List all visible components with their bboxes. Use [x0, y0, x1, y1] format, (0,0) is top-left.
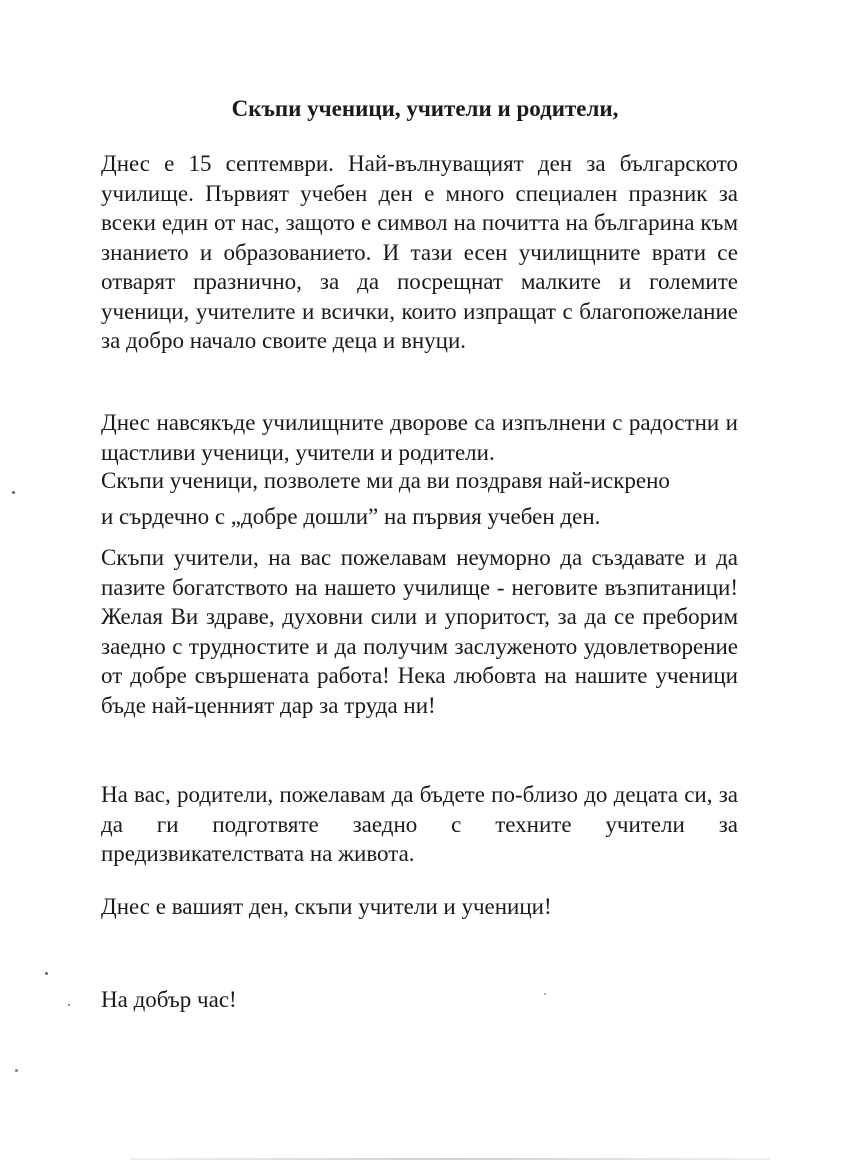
- paragraph-opening: Днес е 15 септември. Най-вълнуващият ден за българското училище. Първият учебен ден е много специален празник за всеки един от нас, защото е символ на почитта на българина към знанието и образованието. И тази есен училищните врати се отварят празнично, за да посрещнат малките и големите ученици, учителите и всички, които изпращат с благопожелание за добро начало своите деца и внуци.: [101, 151, 738, 353]
- scan-edge-line: [130, 1158, 770, 1160]
- paragraph-schoolyards: Днес навсякъде училищните дворове са изпълнени с радостни и щастливи ученици, учители и родители.: [101, 410, 738, 465]
- paragraph-students-line-1: Скъпи ученици, позволете ми да ви поздравя най-искрено: [101, 468, 670, 493]
- scan-speck: [12, 491, 15, 494]
- scan-speck: [15, 1069, 18, 1072]
- scan-speck: [544, 993, 546, 995]
- paragraph-parents: На вас, родители, пожелавам да бъдете по-близо до децата си, за да ги подготвяте заедно с техните учители за предизвикателствата на живота.: [101, 782, 738, 866]
- letter-greeting-title: Скъпи ученици, учители и родители,: [231, 96, 619, 121]
- paragraph-teachers: Скъпи учители, на вас пожелавам неуморно да създавате и да пазите богатството на нашето училище - неговите възпитаници! Желая Ви здраве, духовни сили и упоритост, за да се преборим заедно с трудностите и да получим заслуженото удовлетворение от добре свършената работа! Нека любовта на нашите ученици бъде най-ценният дар за труда ни!: [101, 545, 738, 718]
- paragraph-your-day: Днес е вашият ден, скъпи учители и ученици!: [101, 894, 552, 919]
- closing-line: На добър час!: [101, 987, 237, 1012]
- paragraph-students-line-2: и сърдечно с „добре дошли” на първия учебен ден.: [101, 504, 601, 529]
- scan-speck: [45, 972, 48, 975]
- scan-speck: [68, 1004, 70, 1006]
